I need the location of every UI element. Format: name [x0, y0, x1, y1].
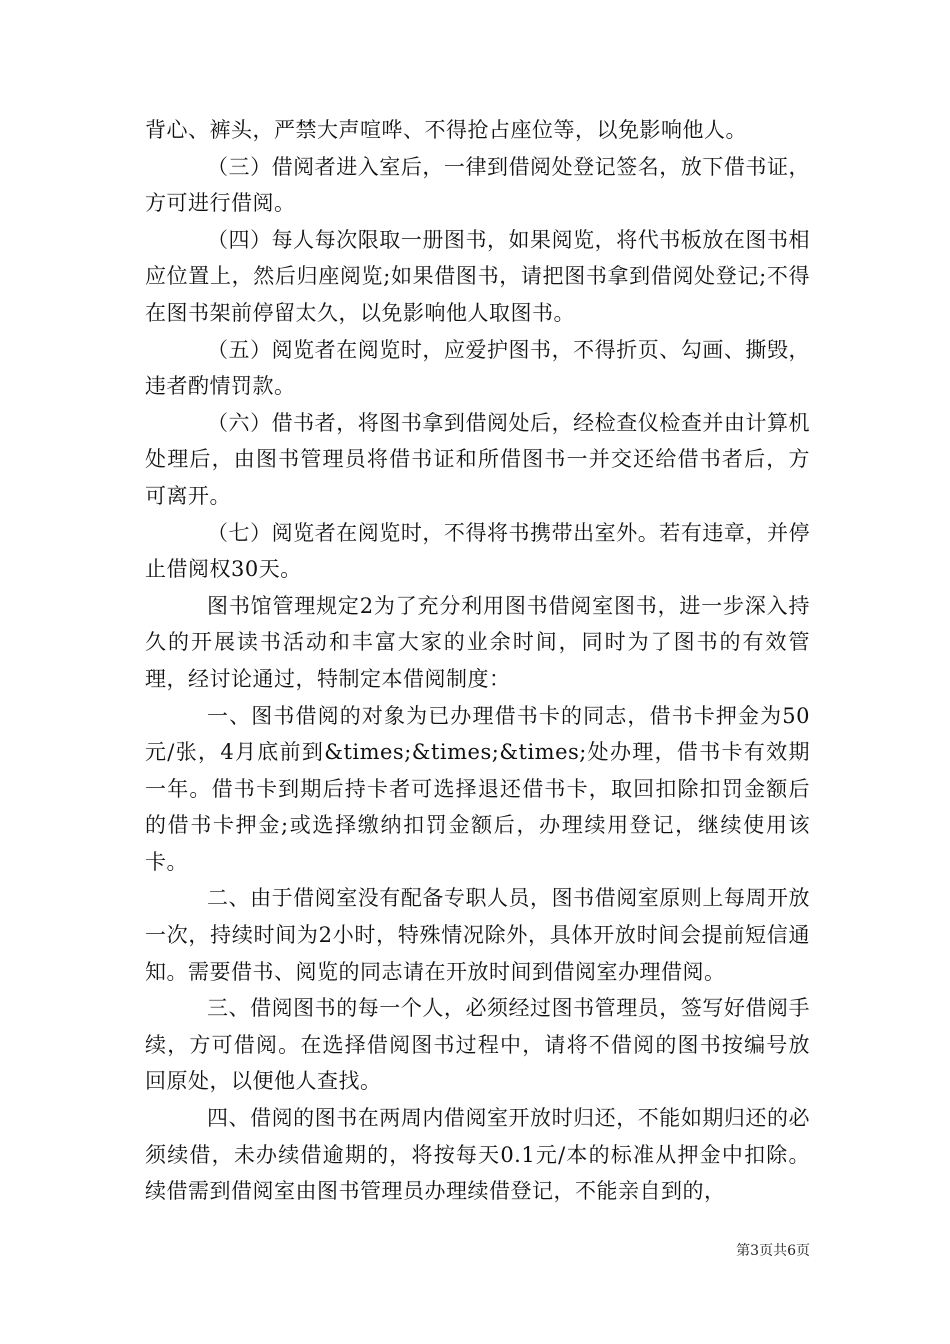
paragraph-10: 三、借阅图书的每一个人，必须经过图书管理员，签写好借阅手续，方可借阅。在选择借阅图书过程中，请将不借阅的图书按编号放回原处，以便他人查找。	[145, 996, 810, 1094]
paragraph-6: （七）阅览者在阅览时，不得将书携带出室外。若有违章，并停止借阅权30天。	[145, 520, 810, 582]
page-number-footer: 第3页共6页	[736, 1243, 810, 1259]
paragraph-8: 一、图书借阅的对象为已办理借书卡的同志，借书卡押金为50元/张，4月底前到&times;&times;&times;处办理，借书卡有效期一年。借书卡到期后持卡者可选择退还借书卡，取回扣除扣罚金额后的借书卡押金;或选择缴纳扣罚金额后，办理续用登记，继续使用该卡。	[145, 703, 810, 874]
paragraph-7: 图书馆管理规定2为了充分利用图书借阅室图书，进一步深入持久的开展读书活动和丰富大家的业余时间，同时为了图书的有效管理，经讨论通过，特制定本借阅制度：	[145, 593, 810, 691]
paragraph-11: 四、借阅的图书在两周内借阅室开放时归还，不能如期归还的必须续借，未办续借逾期的，将按每天0.1元/本的标准从押金中扣除。续借需到借阅室由图书管理员办理续借登记，不能亲自到的，	[145, 1106, 810, 1204]
paragraph-4: （五）阅览者在阅览时，应爱护图书，不得折页、勾画、撕毁，违者酌情罚款。	[145, 337, 810, 399]
paragraph-3: （四）每人每次限取一册图书，如果阅览，将代书板放在图书相应位置上，然后归座阅览;如果借图书，请把图书拿到借阅处登记;不得在图书架前停留太久，以免影响他人取图书。	[145, 227, 810, 325]
paragraph-5: （六）借书者，将图书拿到借阅处后，经检查仪检查并由计算机处理后，由图书管理员将借书证和所借图书一并交还给借书者后，方可离开。	[145, 410, 810, 508]
paragraph-1: 背心、裤头，严禁大声喧哗、不得抢占座位等，以免影响他人。	[145, 118, 747, 142]
paragraph-9: 二、由于借阅室没有配备专职人员，图书借阅室原则上每周开放一次，持续时间为2小时，特殊情况除外，具体开放时间会提前短信通知。需要借书、阅览的同志请在开放时间到借阅室办理借阅。	[145, 886, 810, 984]
document-body	[145, 112, 810, 1210]
paragraph-2: （三）借阅者进入室后，一律到借阅处登记签名，放下借书证，方可进行借阅。	[145, 154, 810, 216]
